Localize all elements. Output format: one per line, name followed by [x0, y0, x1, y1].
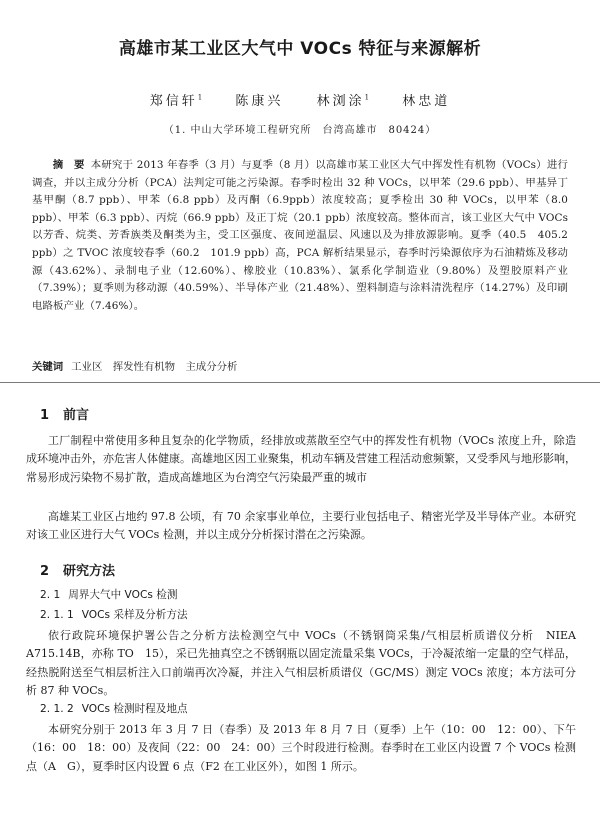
author-name: 林浏涂$^1$ [316, 93, 370, 109]
body-paragraph: 工厂制程中常使用多种且复杂的化学物质，经排放或蒸散至空气中的挥发性有机物（VOCs 浓度上升，除造成环境冲击外，亦危害人体健康。高雄地区因工业聚集，机动车辆及营建工程活动愈频繁，又受季风与地形影响，常易形成污染物不易扩散，造成高雄地区为台湾空气污染最严重的城市 [26, 434, 576, 484]
keywords-label: 关键词 [32, 361, 64, 373]
paper-title: 高雄市某工业区大气中 VOCs 特征与来源解析 [118, 39, 482, 59]
keywords-text: 工业区 挥发性有机物 主成分分析 [71, 361, 238, 373]
subsection-heading: 2. 1 周界大气中 VOCs 检测 [40, 589, 178, 601]
body-paragraph: 本研究分别于 2013 年 3 月 7 日（春季）及 2013 年 8 月 7 日（夏季）上午（10：00 12：00）、下午（16：00 18：00）及夜间（22：00 24：00）三个时段进行检测。春季时在工业区内设置 7 个 VOCs 检测点（A G），夏季时区内设置 6 点（F2 在工业区外），如图 1 所示。 [26, 723, 576, 773]
author-name: 陈康兴 [235, 94, 284, 109]
body-paragraph: 高雄某工业区占地约 97.8 公顷，有 70 余家事业单位，主要行业包括电子、精密光学及半导体产业。本研究对该工业区进行大气 VOCs 检测，并以主成分分析探讨潜在之污染源。 [26, 510, 576, 542]
subsection-heading: 2. 1. 1 VOCs 采样及分析方法 [40, 609, 188, 621]
keywords [32, 358, 568, 373]
subsection-heading: 2. 1. 2 VOCs 检测时程及地点 [40, 703, 188, 715]
abstract-text: 本研究于 2013 年春季（3 月）与夏季（8 月）以高雄市某工业区大气中挥发性有机物（VOCs）进行调查，并以主成分分析（PCA）法判定可能之污染源。春季时检出 32 种 VOCs，以甲苯（29.6 ppb）、甲基异丁基甲酮（8.7 ppb）、甲苯（6.8 ppb）及丙酮（6.9ppb）浓度较高；夏季检出 30 种 VOCs，以甲苯（8.0 ppb）、甲苯（6.3 ppb）、丙烷（66.9 ppb）及正丁烷（20.1 ppb）浓度较高。整体而言，该工业区大气中 VOCs 以芳香、烷类、芳香族类及酮类为主，受工区强度、夜间逆温层、风速以及为排放源影响。夏季（40.5 405.2 ppb）之 TVOC 浓度较春季（60.2 101.9 ppb）高，PCA 解析结果显示，春季时污染源依序为石油精炼及移动源（43.62%）、录制电子业（12.60%）、橡胶业（10.83%）、氯系化学制造业（9.80%）及塑胶原料产业（7.39%）；夏季则为移动源（40.59%）、半导体产业（21.48%）、塑料制造与涂料清洗程序（14.27%）及印刷电路板产业（7.46%）。 [32, 159, 568, 312]
author-list [0, 90, 600, 109]
author-name: 林忠道 [402, 94, 451, 109]
abstract-label: 摘 要 [52, 159, 85, 171]
body-paragraph: 依行政院环境保护署公告之分析方法检测空气中 VOCs（不锈钢筒采集/气相层析质谱仪分析 NIEA A715.14B，亦称 TO 15），采已先抽真空之不锈钢瓶以固定流量采集 VOCs，于冷凝浓缩一定量的空气样品，经热脱附送至气相层析注入口前端再次冷凝，并注入气相层析质谱仪（GC/MS）测定 VOCs 浓度；本方法可分析 87 种 VOCs。 [26, 629, 576, 697]
section-heading: 2 研究方法 [40, 564, 116, 579]
abstract [32, 157, 568, 315]
author-name: 郑信轩$^1$ [149, 93, 203, 109]
section-divider [0, 382, 600, 383]
section-heading: 1 前言 [40, 408, 90, 423]
author-affiliation: （1. 中山大学环境工程研究所 台湾高雄市 80424） [163, 125, 437, 136]
